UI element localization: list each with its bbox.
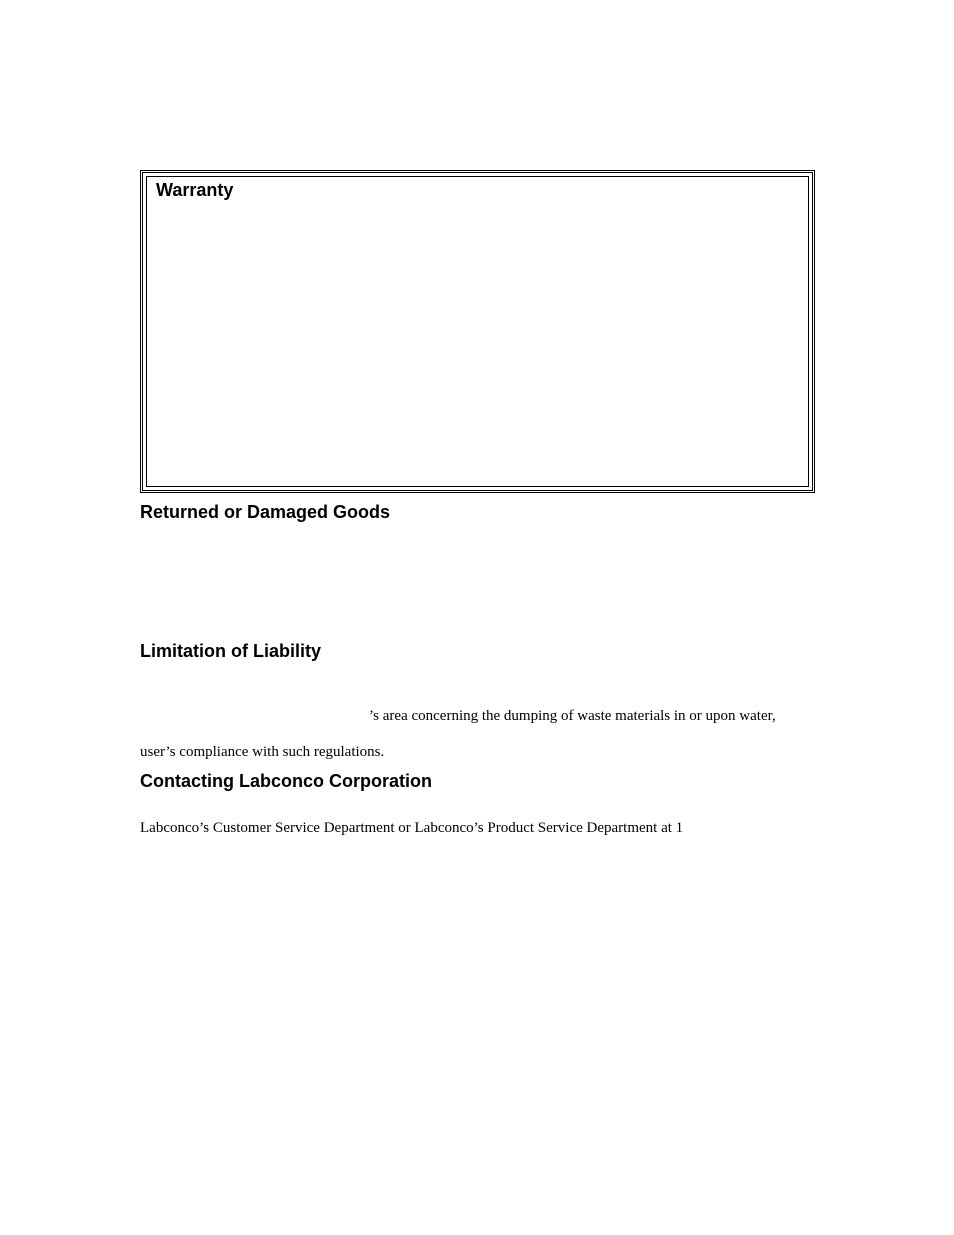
liability-text-line-2: user’s compliance with such regulations. — [140, 744, 385, 760]
contact-text-line-1: Labconco’s Customer Service Department or Labconco’s Product Service Department at 1 — [140, 820, 684, 836]
warranty-box — [140, 170, 815, 493]
returned-goods-heading: Returned or Damaged Goods — [140, 502, 391, 522]
liability-text-line-1: ’s area concerning the dumping of waste materials in or upon water, — [369, 708, 776, 724]
contact-heading: Contacting Labconco Corporation — [140, 771, 432, 791]
warranty-box-inner-border — [146, 176, 809, 487]
warranty-heading: Warranty — [156, 180, 234, 200]
liability-heading: Limitation of Liability — [140, 641, 321, 661]
